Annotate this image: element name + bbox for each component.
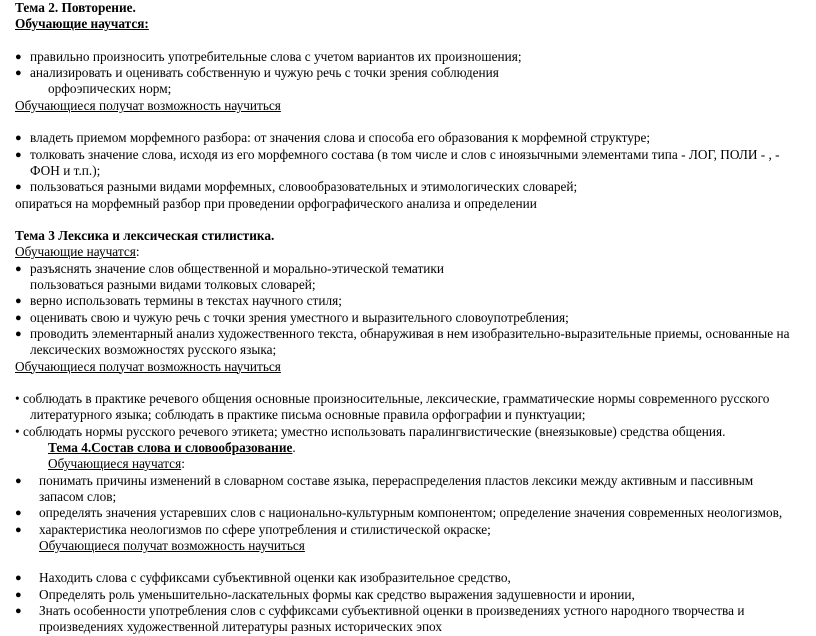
bullet-icon: ● (15, 474, 22, 487)
list-item: ● владеть приемом морфемного разбора: от значения слова и способа его образования к морфемной структуре; (15, 130, 651, 146)
bullet-icon: ● (15, 67, 22, 80)
list-item-continuation: запасом слов; (39, 488, 117, 504)
list-item: ● Находить слова с суффиксами субъективной оценки как изобразительное средство, (15, 570, 511, 586)
list-item-continuation: лексических возможностях русского языка; (30, 342, 277, 358)
list-item: ● правильно произносить употребительные слова с учетом вариантов их произношения; (15, 48, 522, 64)
list-item-continuation: произведениях художественной литературы разных исторических эпох (39, 619, 443, 635)
list-item: ● Знать особенности употребления слов с суффиксами субъективной оценки в произведениях устного народного творчества и (15, 602, 745, 618)
topic4-opportunity-heading: Обучающиеся получат возможность научиться (39, 537, 305, 553)
bullet-icon: ● (15, 132, 22, 145)
bullet-icon: ● (15, 295, 22, 308)
bullet-icon: ● (15, 148, 22, 161)
topic4-learn-heading: Обучающиеся научатся: (48, 456, 185, 472)
bullet-icon: ● (15, 262, 22, 275)
list-item: ● оценивать свою и чужую речь с точки зрения уместного и выразительного словоупотребления; (15, 309, 569, 325)
document-page (15, 0, 810, 636)
list-item: ● понимать причины изменений в словарном составе языка, перераспределения пластов лексики между активным и пассивным (15, 472, 754, 488)
list-item: ● разъяснять значение слов общественной и морально-этической тематики (15, 260, 444, 276)
bullet-icon: ● (15, 523, 22, 536)
topic2-opportunity-heading: Обучающиеся получат возможность научиться (15, 97, 281, 113)
list-item: ● толковать значение слова, исходя из его морфемного состава (в том числе и слов с иноязычными элементами типа - ЛОГ, ПОЛИ - , - (15, 146, 780, 162)
bullet-icon: ● (15, 604, 22, 617)
list-item-continuation: ФОН и т.п.); (30, 162, 101, 178)
list-item: • соблюдать в практике речевого общения основные произносительные, лексические, грамматические нормы современного русского (15, 391, 770, 407)
list-item: ● Определять роль уменьшительно-ласкательных формы как средство выражения задушевности и иронии, (15, 586, 635, 602)
bullet-icon: ● (15, 588, 22, 601)
topic2-learn-heading: Обучающие научатся: (15, 16, 149, 32)
list-item-continuation: литературного языка; соблюдать в практике письма основные правила орфографии и пунктуации; (30, 407, 586, 423)
bullet-icon: ● (15, 507, 22, 520)
list-item-continuation: пользоваться разными видами толковых словарей; (30, 277, 316, 293)
topic3-learn-heading: Обучающие научатся: (15, 244, 140, 260)
list-item: ● проводить элементарный анализ художественного текста, обнаруживая в нем изобразительно-выразительные приемы, основанные на (15, 325, 790, 341)
list-item: ● определять значения устаревших слов с национально-культурным компонентом; определение значения современных неологизмов, (15, 505, 783, 521)
bullet-icon: ● (15, 327, 22, 340)
bullet-icon: ● (15, 50, 22, 63)
list-item: ● характеристика неологизмов по сфере употребления и стилистической окраске; (15, 521, 491, 537)
list-item-continuation: орфоэпических норм; (48, 81, 172, 97)
bullet-icon: ● (15, 572, 22, 585)
topic4-title: Тема 4.Состав слова и словообразование. (48, 440, 296, 456)
topic3-opportunity-heading: Обучающиеся получат возможность научиться (15, 358, 281, 374)
topic2-title: Тема 2. Повторение. (15, 0, 136, 15)
list-item: ● анализировать и оценивать собственную и чужую речь с точки зрения соблюдения (15, 65, 499, 81)
bullet-icon: ● (15, 311, 22, 324)
list-item: ● верно использовать термины в текстах научного стиля; (15, 293, 342, 309)
list-item: • соблюдать нормы русского речевого этикета; уместно использовать паралингвистические (внеязыковые) средства общения. (15, 423, 726, 439)
paragraph: опираться на морфемный разбор при проведении орфографического анализа и определении (15, 195, 537, 211)
topic3-title: Тема 3 Лексика и лексическая стилистика. (15, 228, 275, 244)
bullet-icon: ● (15, 181, 22, 194)
list-item: ● пользоваться разными видами морфемных, словообразовательных и этимологических словарей; (15, 179, 578, 195)
